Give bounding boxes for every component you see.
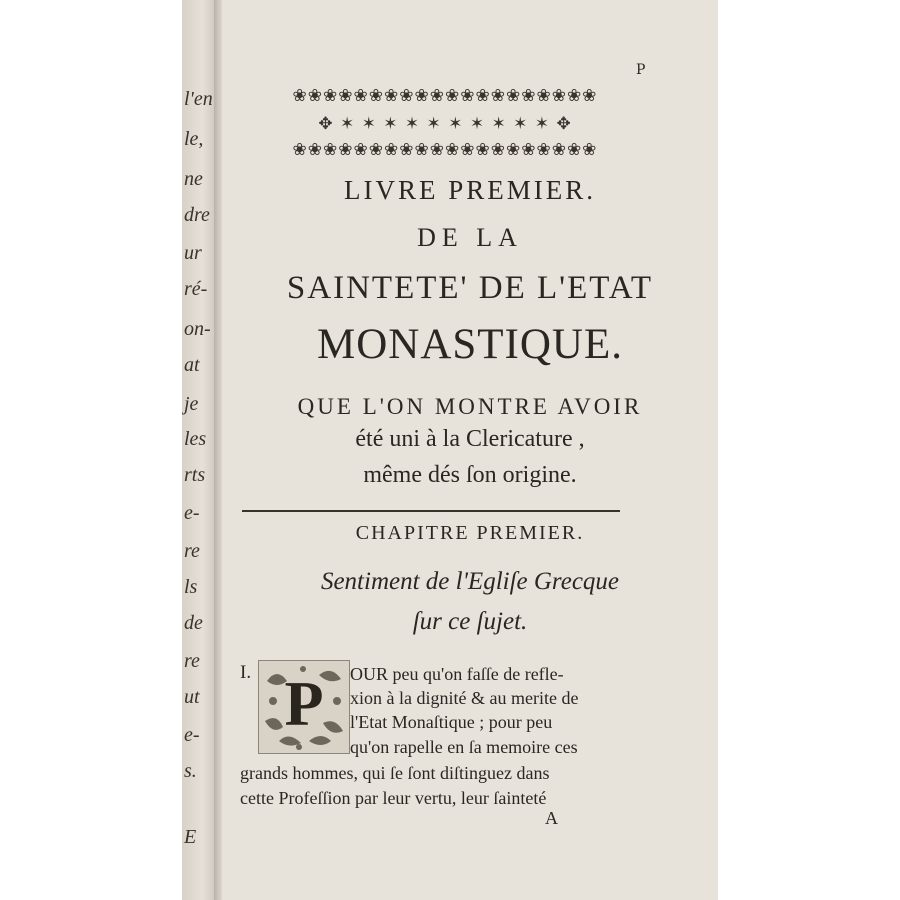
left-page-fragment: l'en (184, 88, 213, 110)
chapter-heading: CHAPITRE PREMIER. (355, 522, 585, 544)
body-text-line: xion à la dignité & au merite de (350, 688, 579, 708)
left-page-fragment: ut (184, 686, 200, 708)
left-page-fragment: dre (184, 204, 210, 226)
left-page-fragment: e- (184, 724, 200, 746)
left-page-fragment: E (184, 826, 197, 848)
left-page-fragment: le, (184, 128, 204, 150)
left-page-fragment: s. (184, 760, 197, 782)
horizontal-rule (242, 510, 620, 512)
left-page-fragment: e- (184, 502, 200, 524)
body-text-line: cette Profeſſion par leur vertu, leur ſainteté (240, 788, 547, 808)
left-page-fragment: ré- (184, 278, 208, 300)
ornament-band-top: ❀❀❀❀❀❀❀❀❀❀❀❀❀❀❀❀❀❀❀❀ (292, 86, 598, 106)
left-page-fragment: je (184, 393, 199, 415)
body-text-line: OUR peu qu'on faſſe de refle- (350, 664, 564, 684)
left-page-fragment: re (184, 650, 200, 672)
left-page-edge (182, 0, 216, 900)
left-page-fragment: rts (184, 464, 206, 486)
signature-mark: P (636, 62, 646, 78)
ornament-band-stars: ✥ ✶ ✶ ✶ ✶ ✶ ✶ ✶ ✶ ✶ ✶ ✥ (318, 114, 572, 134)
book-title-line: DE LA (417, 223, 523, 252)
left-page-fragment: ur (184, 242, 202, 264)
body-text-line: qu'on rapelle en ſa memoire ces (350, 737, 578, 757)
left-page-fragment: on- (184, 318, 211, 340)
left-page-fragment: ls (184, 576, 198, 598)
left-page-fragment: les (184, 428, 207, 450)
book-title-line: SAINTETE' DE L'ETAT (286, 270, 654, 306)
book-title-main: MONASTIQUE. (316, 321, 624, 368)
paragraph-number: I. (240, 662, 252, 683)
left-page-fragment: ne (184, 168, 203, 190)
subtitle-line: même dés ſon origine. (363, 462, 577, 488)
left-page-fragment: re (184, 540, 200, 562)
catchword: A (545, 808, 558, 828)
drop-cap-ornament (258, 660, 350, 754)
body-text-line: grands hommes, qui ſe ſont diſtinguez dans (240, 763, 550, 783)
chapter-title-line: ſur ce ſujet. (412, 608, 528, 635)
subtitle-line: été uni à la Clericature , (355, 426, 585, 452)
left-page-fragment: at (184, 354, 200, 376)
subtitle-line: QUE L'ON MONTRE AVOIR (297, 394, 643, 419)
left-page-fragment: de (184, 612, 203, 634)
book-title-line: LIVRE PREMIER. (343, 175, 596, 205)
drop-cap-letter: P (284, 668, 324, 739)
book-gutter (214, 0, 222, 900)
chapter-title-line: Sentiment de l'Egliſe Grecque (320, 568, 620, 595)
ornament-band-bottom: ❀❀❀❀❀❀❀❀❀❀❀❀❀❀❀❀❀❀❀❀ (292, 140, 598, 160)
body-text-line: l'Etat Monaſtique ; pour peu (350, 712, 553, 732)
